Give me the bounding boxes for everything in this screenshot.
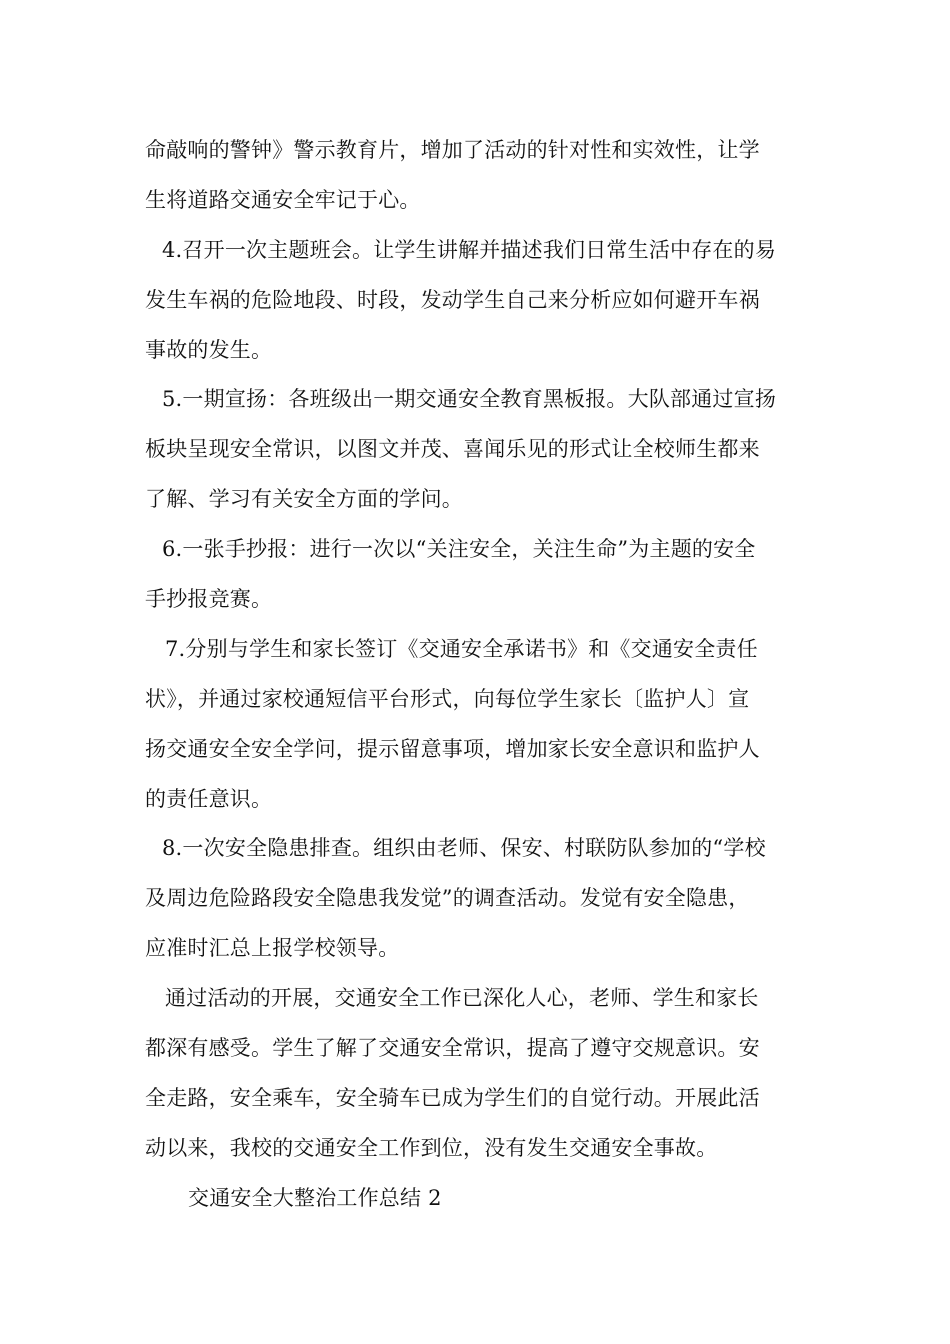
paragraph-line: 6.一张手抄报：进行一次以“关注安全，关注生命”为主题的安全: [162, 537, 756, 561]
paragraph-line: 动以来，我校的交通安全工作到位，没有发生交通安全事故。: [145, 1136, 718, 1160]
paragraph-line: 板块呈现安全常识，以图文并茂、喜闻乐见的形式让全校师生都来: [145, 437, 760, 461]
paragraph-line: 了解、学习有关安全方面的学问。: [145, 487, 463, 511]
section-title: 交通安全大整治工作总结 2: [188, 1186, 442, 1210]
paragraph-line: 全走路，安全乘车，安全骑车已成为学生们的自觉行动。开展此活: [145, 1086, 760, 1110]
paragraph-line: 的责任意识。: [145, 787, 273, 811]
paragraph-line: 及周边危险路段安全隐患我发觉”的调查活动。发觉有安全隐患，: [145, 886, 750, 910]
paragraph-line: 通过活动的开展，交通安全工作已深化人心，老师、学生和家长: [165, 986, 759, 1010]
paragraph-line: 手抄报竞赛。: [145, 587, 273, 611]
paragraph-line: 生将道路交通安全牢记于心。: [145, 188, 421, 212]
paragraph-line: 5.一期宣扬：各班级出一期交通安全教育黑板报。大队部通过宣扬: [162, 387, 777, 411]
paragraph-line: 状》，并通过家校通短信平台形式，向每位学生家长〔监护人〕宣: [145, 687, 750, 711]
paragraph-line: 都深有感受。学生了解了交通安全常识，提高了遵守交规意识。安: [145, 1036, 760, 1060]
paragraph-line: 7.分别与学生和家长签订《交通安全承诺书》和《交通安全责任: [165, 637, 758, 661]
paragraph-line: 4.召开一次主题班会。让学生讲解并描述我们日常生活中存在的易: [162, 238, 777, 262]
paragraph-line: 扬交通安全安全学问，提示留意事项，增加家长安全意识和监护人: [145, 737, 760, 761]
paragraph-line: 事故的发生。: [145, 338, 273, 362]
paragraph-line: 发生车祸的危险地段、时段，发动学生自己来分析应如何避开车祸: [145, 288, 760, 312]
paragraph-line: 命敲响的警钟》警示教育片，增加了活动的针对性和实效性，让学: [145, 138, 760, 162]
paragraph-line: 应准时汇总上报学校领导。: [145, 936, 400, 960]
paragraph-line: 8.一次安全隐患排查。组织由老师、保安、村联防队参加的“学校: [162, 836, 766, 860]
